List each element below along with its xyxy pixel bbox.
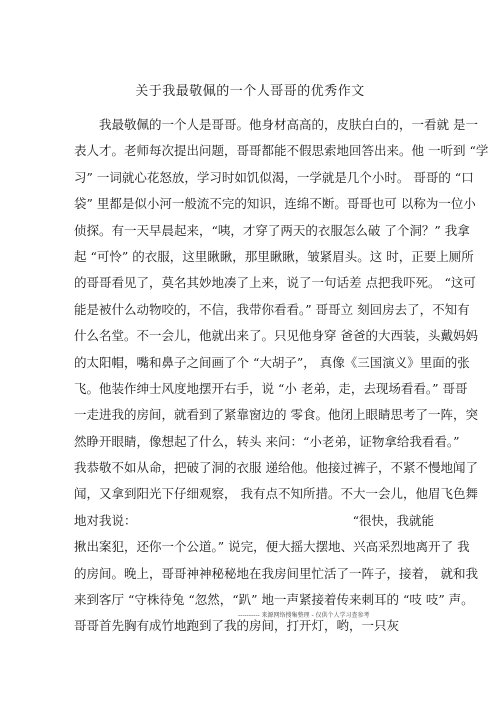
paragraph-line-left: 地对我说： (74, 512, 137, 528)
page-title: 关于我最敬佩的一个人哥哥的优秀作文 (135, 84, 365, 99)
paragraph-line: 来到客厅 “守株待兔 “忽然，“趴” 地一声紧接着传来刺耳的 “吱 吱” 声。 (74, 592, 474, 608)
paragraph-line: 飞。他装作绅士风度地摆开右手，说 “小 老弟，走，去现场看看。” 哥哥 (74, 380, 468, 396)
paragraph-line: 习” 一词就心花怒放，学习时如饥似渴，一学就是几个小时。 哥哥的 “口 (74, 169, 474, 185)
paragraph-line: 起 “可怜” 的衣服，这里瞅瞅，那里瞅瞅，皱紧眉头。这 时，正要上厕所 (74, 248, 474, 264)
paragraph-line: 的房间。晚上，哥哥神神秘秘地在我房间里忙活了一阵子，接着， 就和我 (74, 565, 478, 581)
paragraph-line: 我恭敬不如从命，把破了洞的衣服 递给他。他接过裤子，不紧不慢地闻了 (74, 460, 478, 476)
paragraph-line: 我最敬佩的一个人是哥哥。他身材高高的，皮肤白白的，一看就 是一 (99, 117, 478, 132)
paragraph-line: 哥哥首先胸有成竹地跑到了我的房间，打开灯，哟，一只灰 (74, 618, 400, 634)
paragraph-line: 袋” 里都是似小河一般流不完的知识，连绵不断。哥哥也可 以称为一位小 (74, 196, 476, 212)
paragraph-line: 能是被什么动物咬的，不信，我带你看看。” 哥哥立 刻回房去了，不知有 (74, 301, 470, 317)
paragraph-line: 表人才。老师每次提出问题，哥哥都能不假思索地回答出来。他 一听到 “学 (74, 143, 489, 159)
paragraph-line: 侦探。有一天早晨起来，“咦，才穿了两天的衣服怎么破 了个洞？” 我拿 (74, 222, 470, 238)
paragraph-line-split (74, 508, 434, 534)
essay-body (74, 112, 489, 640)
paragraph-line: 闻，又拿到阳光下仔细观察， 我有点不知所措。不大一会儿，他眉飞色舞 (74, 486, 478, 502)
source-footer: ---------- 来源网络搜集整理 - 仅供个人学习查参考 (238, 612, 370, 619)
paragraph-line: 什么名堂。不一会儿，他就出来了。只见他身穿 爸爸的大西装，头戴妈妈 (74, 328, 478, 344)
paragraph-line: 一走进我的房间，就看到了紧靠窗边的 零食。他闭上眼睛思考了一阵，突 (74, 407, 478, 423)
paragraph-line-right: “很快，我就能 (352, 512, 434, 528)
paragraph-line: 的哥哥看见了，莫名其妙地凑了上来，说了一句话差 点把我吓死。 “这可 (74, 275, 476, 291)
paragraph-line: 的太阳帽，嘴和鼻子之间画了个 “大胡子”， 真像《三国演义》里面的张 (74, 354, 470, 370)
paragraph-line: 揪出案犯，还你一个公道。” 说完，便大摇大摆地、兴高采烈地离开了 我 (74, 539, 470, 555)
paragraph-line: 然睁开眼睛，像想起了什么，转头 来问：“小老弟，证物拿给我看看。” (74, 433, 460, 449)
